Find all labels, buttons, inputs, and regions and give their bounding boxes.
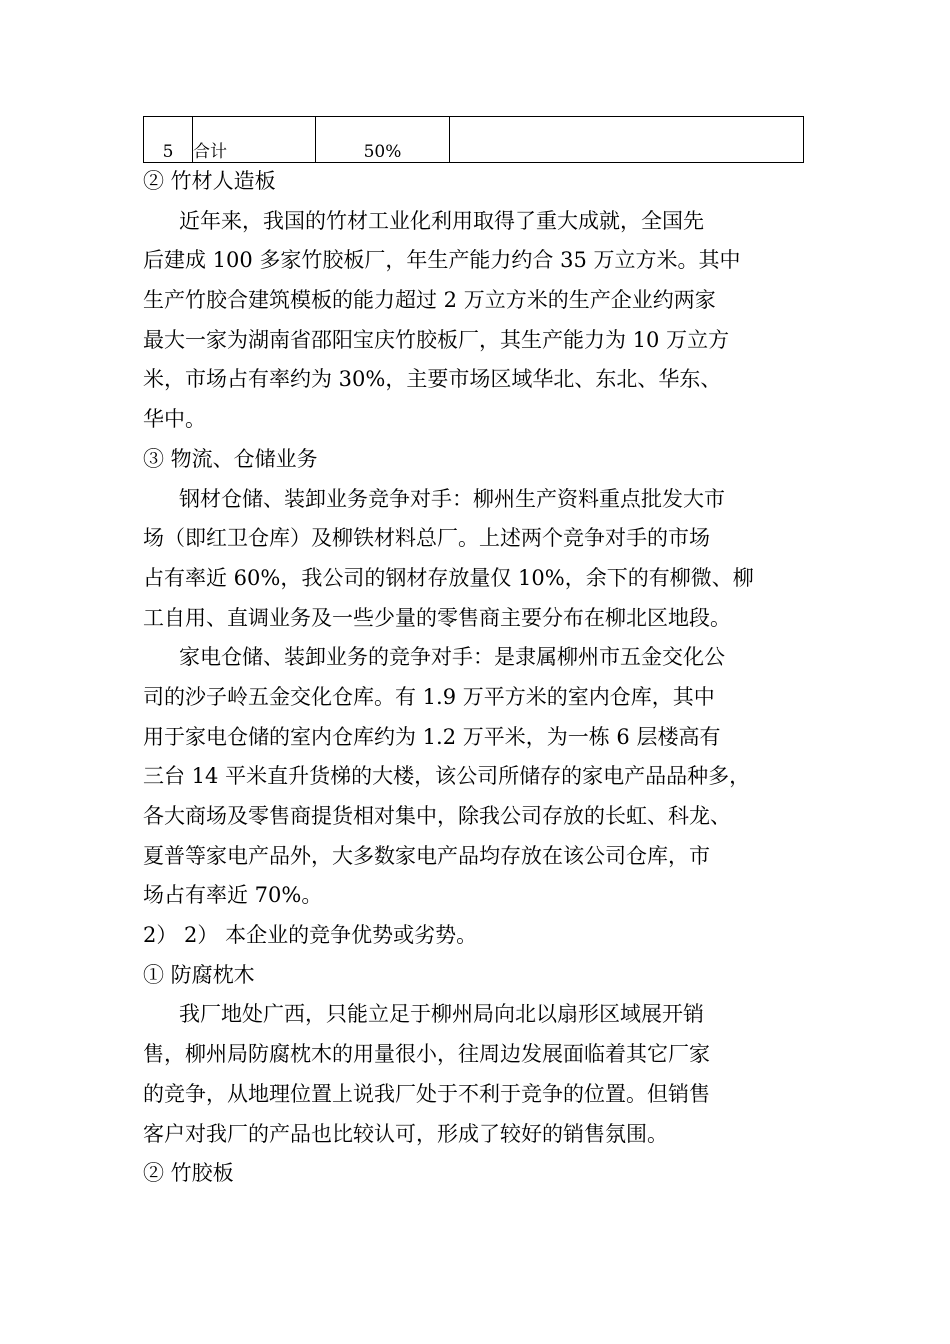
paragraph-line: 夏普等家电产品外，大多数家电产品均存放在该公司仓库，市	[143, 843, 710, 868]
paragraph-line: 客户对我厂的产品也比较认可，形成了较好的销售氛围。	[143, 1121, 668, 1146]
paragraph-line: 钢材仓储、装卸业务竞争对手：柳州生产资料重点批发大市	[179, 486, 725, 511]
paragraph-line: 后建成 100 多家竹胶板厂，年生产能力约合 35 万立方米。其中	[143, 248, 741, 273]
heading-bamboo-plywood: ② 竹胶板	[143, 1161, 234, 1186]
paragraph-line: 占有率近 60%，我公司的钢材存放量仅 10%，余下的有柳微、柳	[143, 565, 754, 590]
paragraph-line: 场（即红卫仓库）及柳铁材料总厂。上述两个竞争对手的市场	[143, 526, 710, 551]
paragraph-line: 的竞争，从地理位置上说我厂处于不利于竞争的位置。但销售	[143, 1081, 710, 1106]
document-body	[143, 162, 823, 1194]
paragraph-line: 我厂地处广西，只能立足于柳州局向北以扇形区域展开销	[179, 1002, 704, 1027]
heading-bamboo-board: ② 竹材人造板	[143, 169, 276, 193]
paragraph-line: 售，柳州局防腐枕木的用量很小，往周边发展面临着其它厂家	[143, 1042, 710, 1067]
heading-logistics: ③ 物流、仓储业务	[143, 446, 318, 471]
summary-table	[143, 116, 804, 163]
table-row	[144, 117, 804, 163]
row-note-cell	[450, 117, 804, 163]
paragraph-line: 家电仓储、装卸业务的竞争对手：是隶属柳州市五金交化公	[179, 645, 725, 670]
section-heading: 2） 2） 本企业的竞争优势或劣势。	[143, 923, 478, 948]
heading-sleepers: ① 防腐枕木	[143, 962, 255, 987]
paragraph-line: 场占有率近 70%。	[143, 883, 323, 908]
row-value-cell: 50%	[316, 117, 450, 163]
paragraph-line: 最大一家为湖南省邵阳宝庆竹胶板厂，其生产能力为 10 万立方	[143, 327, 730, 352]
paragraph-line: 华中。	[143, 407, 206, 432]
row-number-cell: 5	[144, 117, 193, 163]
paragraph-line: 三台 14 平米直升货梯的大楼，该公司所储存的家电产品品种多，	[143, 764, 751, 789]
paragraph-line: 工自用、直调业务及一些少量的零售商主要分布在柳北区地段。	[143, 605, 731, 630]
paragraph-line: 米，市场占有率约为 30%，主要市场区域华北、东北、华东、	[143, 367, 722, 392]
paragraph-line: 各大商场及零售商提货相对集中，除我公司存放的长虹、科龙、	[143, 804, 731, 828]
paragraph-line: 生产竹胶合建筑模板的能力超过 2 万立方米的生产企业约两家	[143, 288, 716, 313]
paragraph-line: 近年来，我国的竹材工业化利用取得了重大成就，全国先	[179, 208, 704, 233]
paragraph-line: 用于家电仓储的室内仓库约为 1.2 万平米，为一栋 6 层楼高有	[143, 724, 721, 749]
row-label-cell: 合计	[193, 117, 316, 163]
paragraph-line: 司的沙子岭五金交化仓库。有 1.9 万平方米的室内仓库，其中	[143, 684, 715, 709]
